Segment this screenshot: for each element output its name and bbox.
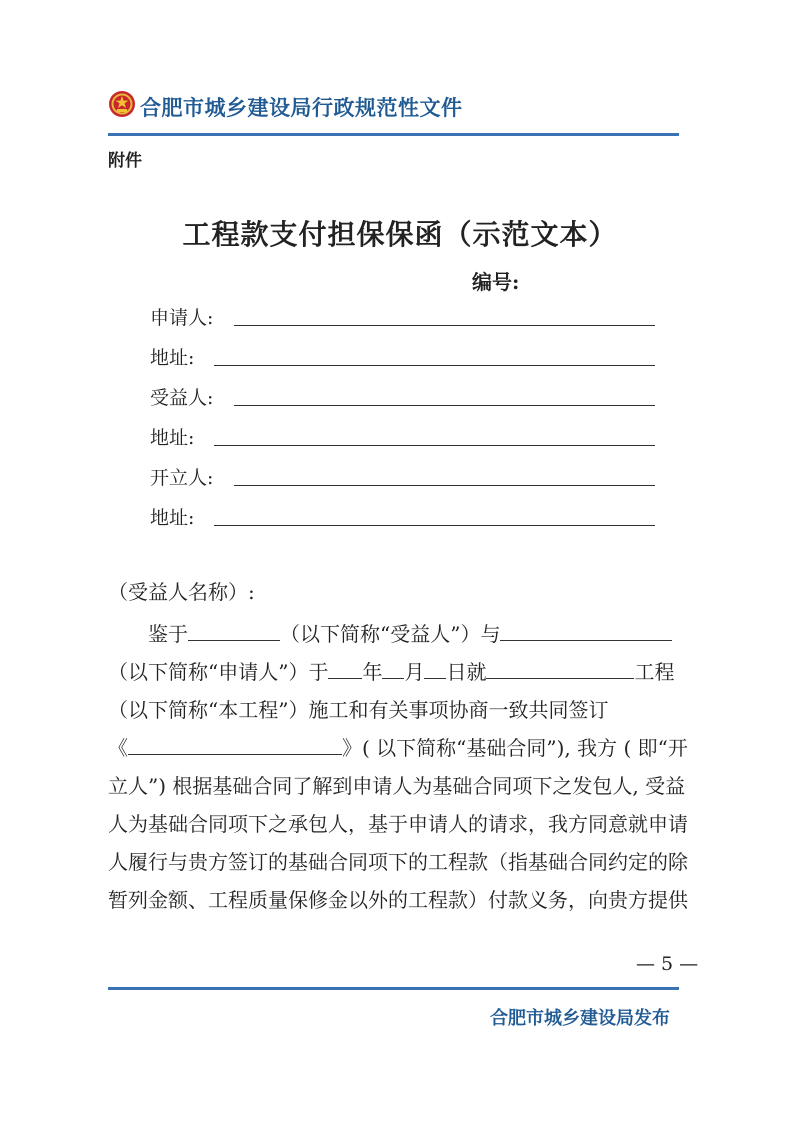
footer-divider: [108, 987, 679, 990]
body-line-7: 人履行与贵方签订的基础合同项下的工程款（指基础合同约定的除: [108, 850, 688, 874]
header-title: 合肥市城乡建设局行政规范性文件: [140, 96, 463, 120]
national-emblem-icon: [108, 90, 136, 118]
issuer-field-line[interactable]: [234, 485, 655, 486]
beneficiary-field-line[interactable]: [234, 405, 655, 406]
page-number: — 5 —: [636, 953, 699, 975]
applicant-blank[interactable]: [500, 620, 672, 641]
issuer-address-label: 地址:: [150, 507, 195, 529]
addressee-line: （受益人名称）:: [108, 580, 255, 604]
applicant-address-field-line[interactable]: [214, 365, 655, 366]
body-text: 》( 以下简称“基础合同”), 我方 ( 即“开: [342, 736, 688, 760]
body-text: 日就: [446, 660, 487, 684]
body-text: 月: [404, 660, 425, 684]
beneficiary-address-field-line[interactable]: [214, 445, 655, 446]
body-text: 年: [362, 660, 383, 684]
body-line-8: 暂列金额、工程质量保修金以外的工程款）付款义务，向贵方提供: [108, 888, 688, 912]
publisher-label: 合肥市城乡建设局发布: [490, 1008, 670, 1029]
day-blank[interactable]: [424, 658, 446, 679]
year-blank[interactable]: [328, 658, 362, 679]
body-line-3: （以下简称“本工程”）施工和有关事项协商一致共同签订: [108, 698, 609, 722]
beneficiary-address-label: 地址:: [150, 427, 195, 449]
project-blank[interactable]: [486, 658, 634, 679]
applicant-field-line[interactable]: [234, 325, 655, 326]
body-line-6: 人为基础合同项下之承包人，基于申请人的请求，我方同意就申请: [108, 812, 688, 836]
beneficiary-label: 受益人:: [150, 387, 214, 409]
body-text: （以下简称“申请人”）于: [108, 660, 329, 684]
body-line-5: 立人”) 根据基础合同了解到申请人为基础合同项下之发包人, 受益: [108, 774, 686, 798]
issuer-label: 开立人:: [150, 467, 214, 489]
beneficiary-blank[interactable]: [188, 620, 280, 641]
month-blank[interactable]: [382, 658, 404, 679]
body-line-2: [108, 657, 674, 687]
issuer-address-field-line[interactable]: [214, 525, 655, 526]
body-text: 鉴于: [148, 622, 188, 646]
body-line-4: [108, 733, 688, 763]
attachment-label: 附件: [108, 151, 142, 171]
header-divider: [108, 133, 679, 136]
applicant-address-label: 地址:: [150, 347, 195, 369]
body-line-1: [148, 619, 672, 649]
body-text: 工程: [634, 660, 675, 684]
document-number-label: 编号:: [472, 270, 520, 294]
body-text: （以下简称“受益人”）与: [280, 622, 501, 646]
contract-name-blank[interactable]: [128, 734, 342, 755]
document-title: 工程款支付担保保函（示范文本）: [182, 218, 618, 251]
body-text: 《: [108, 736, 128, 760]
applicant-label: 申请人:: [150, 307, 214, 329]
